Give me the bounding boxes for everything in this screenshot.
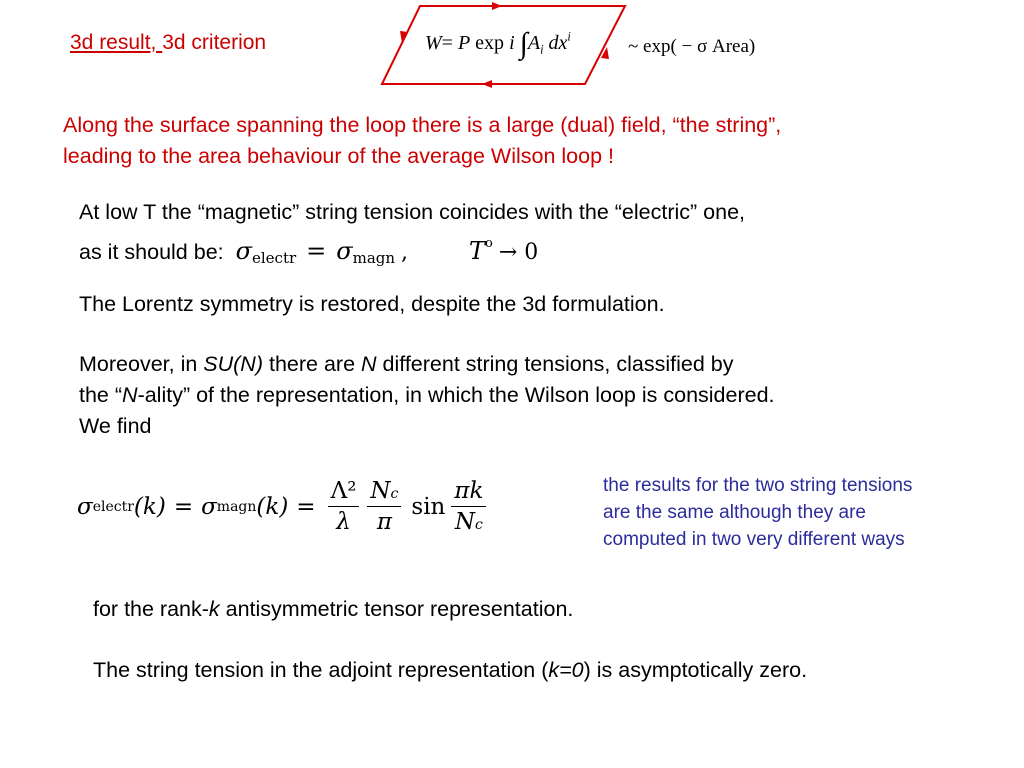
loop-arrow-bottom	[482, 80, 492, 88]
integral-sign: ∫	[519, 27, 528, 60]
string-explanation: Along the surface spanning the loop there is a large (dual) field, “the string”, leading to the area behaviour of the average Wilson loop !	[63, 113, 782, 168]
area-law: ~ exp( − σ Area)	[628, 36, 756, 57]
loop-arrow-left	[400, 31, 408, 43]
slide-title	[70, 31, 266, 55]
rank-k-paragraph: for the rank-k antisymmetric tensor representation.	[93, 597, 574, 621]
low-t-paragraph: At low T the “magnetic” string tension coincides with the “electric” one, as it should be: $\sigma_{electr}$ = σmagn , $T^o \to 0$	[79, 200, 746, 267]
wilson-formula: W= P exp i $\int A_i$ $dx^i$	[425, 27, 571, 60]
loop-arrow-top	[492, 2, 502, 10]
comparison-note: the results for the two string tensions are the same although they are computed in two very different ways	[603, 475, 913, 550]
n-ality-paragraph: Moreover, in SU(N) there are N different string tensions, classified by the “N-ality” of the representation, in which the Wilson loop is considered. We find	[79, 352, 775, 438]
lorentz-paragraph: The Lorentz symmetry is restored, despite the 3d formulation.	[79, 292, 665, 316]
string-tension-formula: σ electr (k) = σ magn (k) = $\frac{\text{Λ²}}{\lambda}$ $\frac{Nc}{\pi}$ sin $\frac{\pi k}{Nc}$	[77, 478, 490, 535]
title-underlined: 3d result,	[70, 31, 163, 54]
title-rest: 3d criterion	[162, 31, 267, 54]
adjoint-paragraph: The string tension in the adjoint representation (k=0) is asymptotically zero.	[93, 658, 808, 682]
